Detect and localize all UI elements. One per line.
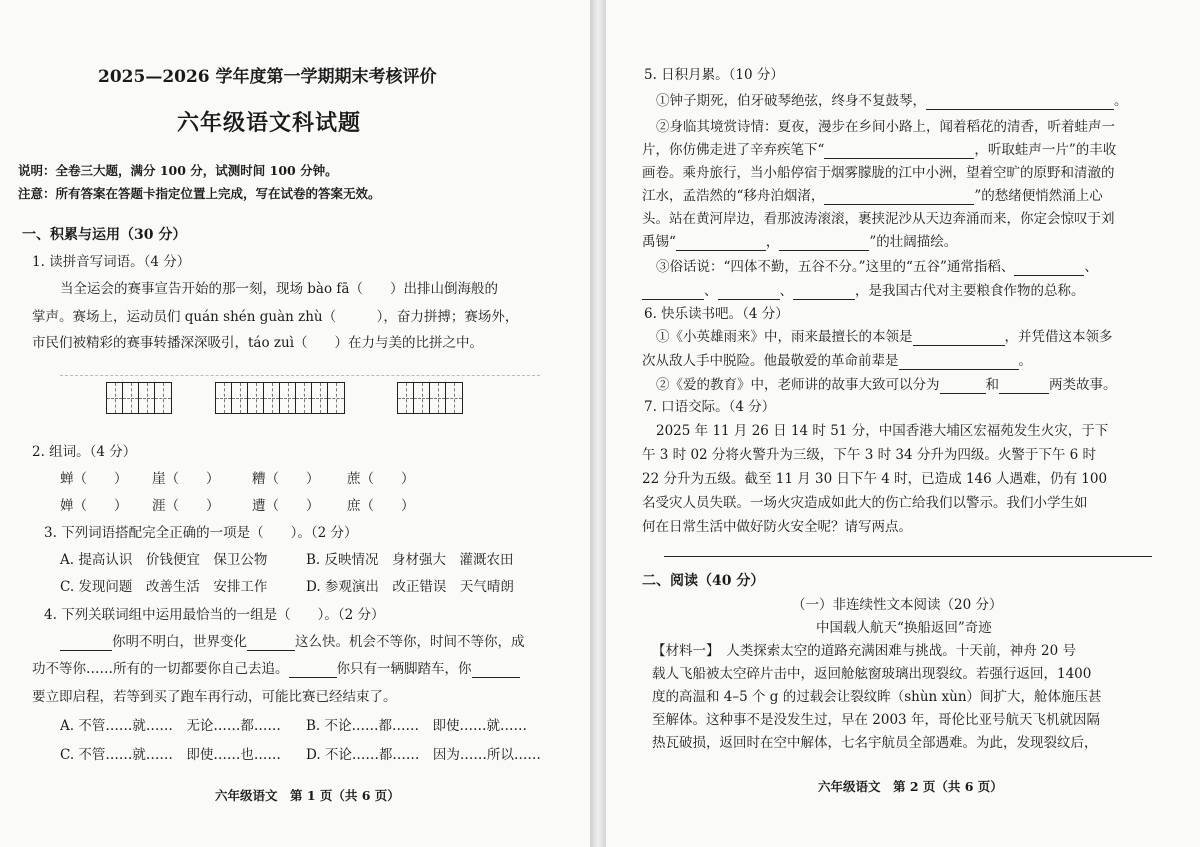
q2-word-5: 婵（ ） (60, 498, 128, 514)
q4-line1: 你明不明白，世界变化 这么快。机会不等你，时间不等你，成 (60, 633, 525, 651)
q4-option-c: C. 不管……就…… 即使……也…… (60, 747, 281, 763)
q3-option-a: A. 提高认识 价钱便宜 保卫公物 (60, 552, 268, 568)
q6-item1-line1: ①《小英雄雨来》中，雨来最擅长的本领是 ，并凭借这本领多 (656, 329, 1113, 345)
q1-title: 1. 读拼音写词语。（4 分） (32, 254, 191, 270)
section2-title: 二、阅读（40 分） (642, 573, 765, 589)
page2-footer: 六年级语文 第 2 页（共 6 页） (818, 779, 1003, 794)
q7-line5: 何在日常生活中做好防火安全呢？请写两点。 (642, 519, 912, 535)
q5-item2-line2: 片，你仿佛走进了辛弃疾笔下“ ，听取蛙声一片”的丰收 (642, 142, 1117, 158)
q5-item3-line2: 、 、 ，是我国古代对主要粮食作物的总称。 (642, 282, 1085, 300)
writing-grid-3 (397, 382, 463, 414)
q7-line1: 2025 年 11 月 26 日 14 时 51 分，中国香港大埔区宏福苑发生火灾，于下 (656, 423, 1109, 439)
q2-word-6: 涯（ ） (152, 498, 220, 514)
page1-footer: 六年级语文 第 1 页（共 6 页） (215, 788, 400, 803)
writing-grid-2 (215, 382, 345, 414)
section1-title: 一、积累与运用（30 分） (22, 227, 187, 243)
exam-header-title: 2025—2026 学年度第一学期期末考核评价 (98, 67, 437, 87)
q5-item2-line6: 禹锡“ ， ”的壮阔描绘。 (642, 234, 958, 250)
q5-item3-line1: ③俗话说：“四体不勤，五谷不分。”这里的“五谷”通常指稻、 、 (656, 259, 1098, 275)
reading-article-title: 中国载人航天“换船返回”奇迹 (816, 620, 992, 636)
q7-line3: 22 分升为五级。截至 11 月 30 日下午 4 时，已造成 146 人遇难，仍有 100 (642, 471, 1108, 487)
reading-line1: 【材料一】 人类探索太空的道路充满困难与挑战。十天前，神舟 20 号 (652, 643, 1077, 659)
q6-item2: ②《爱的教育》中，老师讲的故事大致可以分为 和 两类故事。 (656, 377, 1117, 393)
q2-word-1: 蝉（ ） (60, 471, 128, 487)
q5-title: 5. 日积月累。（10 分） (644, 67, 784, 83)
q7-title: 7. 口语交际。（4 分） (644, 399, 776, 415)
q6-item1-line2: 次从敌人手中脱险。他最敬爱的革命前辈是 。 (642, 353, 1032, 369)
exam-instruction: 说明：全卷三大题，满分 100 分，试测时间 100 分钟。 (18, 163, 338, 178)
q2-word-8: 庶（ ） (347, 498, 415, 514)
q2-word-7: 遭（ ） (252, 498, 320, 514)
faint-divider (60, 375, 540, 376)
exam-note: 注意：所有答案在答题卡指定位置上完成，写在试卷的答案无效。 (18, 186, 381, 201)
q2-word-3: 糟（ ） (252, 471, 320, 487)
q4-option-d: D. 不论……都…… 因为……所以…… (306, 747, 541, 763)
page-gutter (590, 0, 606, 847)
reading-line5: 热瓦破损，返回时在空中解体，七名宇航员全部遇难。为此，发现裂纹后， (652, 735, 1098, 751)
q7-line2: 午 3 时 02 分将火警升为三级，下午 3 时 34 分升为四级。火警于下午 6 时 (642, 447, 1097, 463)
exam-page-1 (0, 0, 590, 847)
exam-page-2 (606, 0, 1200, 847)
reading-line3: 度的高温和 4–5 个 g 的过载会让裂纹眸（shùn xùn）间扩大，舱体施压甚 (652, 689, 1102, 705)
q4-option-b: B. 不论……都…… 即使……就…… (306, 718, 528, 734)
q2-title: 2. 组词。（4 分） (32, 444, 137, 460)
reading-line2: 载人飞船被太空碎片击中，返回舱舷窗玻璃出现裂纹。若强行返回，1400 (652, 666, 1092, 682)
q1-text-line1: 当全运会的赛事宣告开始的那一刻，现场 bào fā（ ）出排山倒海般的 (60, 281, 498, 297)
q2-word-4: 蔗（ ） (347, 471, 415, 487)
q4-line2: 功不等你……所有的一切都要你自己去追。 你只有一辆脚踏车，你 (32, 660, 520, 678)
writing-grid-1 (106, 382, 172, 414)
q4-line3: 要立即启程，若等到买了跑车再行动，可能比赛已经结束了。 (32, 689, 397, 705)
q3-title: 3. 下列词语搭配完全正确的一项是（ ）。（2 分） (44, 525, 358, 541)
q5-item2-line3: 画卷。乘舟旅行，当小船停宿于烟雾朦胧的江中小洲，望着空旷的原野和清澈的 (642, 165, 1115, 181)
q5-item2-line4: 江水，孟浩然的“移舟泊烟渚， ”的愁绪便悄然涌上心 (642, 188, 1103, 204)
q3-option-b: B. 反映情况 身材强大 灌溉农田 (306, 552, 514, 568)
q6-title: 6. 快乐读书吧。（4 分） (644, 306, 789, 322)
q4-option-a: A. 不管……就…… 无论……都…… (60, 718, 281, 734)
q5-item1: ①钟子期死，伯牙破琴绝弦，终身不复鼓琴， 。 (656, 93, 1128, 109)
q5-item2-line5: 头。站在黄河岸边，看那波涛滚滚，裹挟泥沙从天边奔涌而来，你定会惊叹于刘 (642, 211, 1115, 227)
reading-line4: 至解体。这种事不是没发生过，早在 2003 年，哥伦比亚号航天飞机就因隔 (652, 712, 1100, 728)
q4-title: 4. 下列关联词组中运用最恰当的一组是（ ）。（2 分） (44, 607, 385, 623)
q1-text-line2: 掌声。赛场上，运动员们 quán shén guàn zhù（ ），奋力拼搏；赛场外， (32, 309, 519, 325)
q5-item2-line1: ②身临其境赏诗情：夏夜，漫步在乡间小路上，闻着稻花的清香，听着蛙声一 (656, 119, 1115, 135)
q7-answer-line (664, 556, 1152, 557)
q3-option-d: D. 参观演出 改正错误 天气晴朗 (306, 579, 514, 595)
exam-main-title: 六年级语文科试题 (177, 110, 362, 136)
reading-sub-title: （一）非连续性文本阅读（20 分） (792, 597, 1003, 613)
q2-word-2: 崖（ ） (152, 471, 220, 487)
q3-option-c: C. 发现问题 改善生活 安排工作 (60, 579, 268, 595)
q7-line4: 名受灾人员失联。一场火灾造成如此大的伤亡给我们以警示。我们小学生如 (642, 495, 1088, 511)
q1-text-line3: 市民们被精彩的赛事转播深深吸引，táo zuì（ ）在力与美的比拼之中。 (32, 335, 484, 351)
